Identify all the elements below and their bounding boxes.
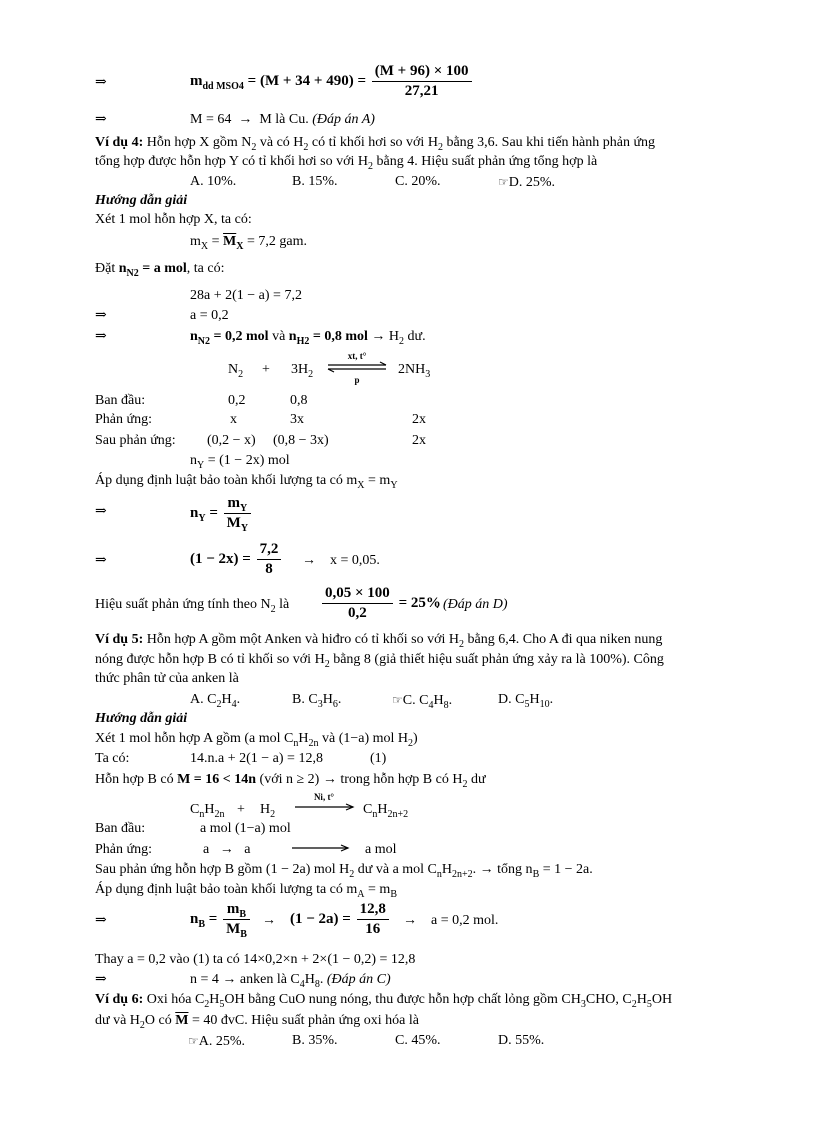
example-4-option-c: C. 20%. (395, 174, 441, 189)
guide-heading-5: Hướng dẫn giải (95, 711, 188, 726)
sol5-react-vals: a → a (203, 842, 251, 857)
sol4-eq1: 28a + 2(1 − a) = 7,2 (190, 288, 302, 303)
rx5-plus: + (237, 802, 245, 817)
implies-symbol: ⇒ (95, 112, 107, 127)
example-6-line1: Ví dụ 6: Oxi hóa $C_2H_5OH$ bằng CuO nung nóng, thu được hỗn hợp chất lỏng gồm $CH_3CHO$, $C_2H_5OH$ (95, 992, 673, 1010)
example-5-option-b: B. $C_3H_6$. (292, 692, 342, 710)
sol4-line1: Xét 1 mol hỗn hợp X, ta có: (95, 212, 252, 227)
sol5-a-result: → a = 0,2 mol. (403, 913, 499, 928)
after-n2: (0,2 − x) (207, 433, 256, 448)
example-5-line1: Ví dụ 5: Hỗn hợp A gồm một Anken và hiđro có tỉ khối so với $H_2$ bằng 6,4. Cho A đi qua niken nung (95, 632, 663, 650)
sol5-start-vals: a mol (1−a) mol (200, 821, 291, 836)
rx4-h2: $3H_2$ (291, 362, 314, 380)
pointing-hand-icon: ☞ (188, 1034, 199, 1048)
example-6-line2: dư và $H_2O$ có $\overline{M} = 40$ đvC. Hiệu suất phản ứng oxi hóa là (95, 1013, 419, 1031)
implies-symbol: ⇒ (95, 553, 107, 568)
after-h2: (0,8 − 3x) (273, 433, 329, 448)
after-nh3: 2x (412, 433, 426, 448)
react-nh3: 2x (412, 412, 426, 427)
sol4-x-result: → x = 0,05. (302, 553, 380, 568)
rx4-equilibrium-arrow: xt, t° p (326, 352, 388, 382)
sol4-a-value: a = 0,2 (190, 308, 229, 323)
example-4-option-d: ☞D. 25%. (498, 175, 556, 190)
example-4-line1: Ví dụ 4: Hỗn hợp X gồm $N_2$ và có $H_2$ có tỉ khối hơi so với $H_2$ bằng 3,6. Sau khi tiến hành phản ứng (95, 135, 656, 153)
sol5-formula-a: (1 − 2a) = $\frac{12,8}{16}$ (290, 900, 391, 939)
sol4-efficiency-formula: $\frac{0,05 \times 100}{0,2}$ = 25% (320, 584, 441, 623)
implies-symbol: ⇒ (95, 972, 107, 987)
rx5-alkane: $C_nH_{2n+2}$ (363, 802, 409, 820)
guide-heading-4: Hướng dẫn giải (95, 193, 188, 208)
example-4-option-b: B. 15%. (292, 174, 338, 189)
sol5-eq1: 14.n.a + 2(1 − a) = 12,8 (190, 751, 323, 766)
result-cu: M = 64 → M là Cu. (Đáp án A) (190, 112, 375, 127)
example-5-option-a: A. $C_2H_4$. (190, 692, 241, 710)
pointing-hand-icon: ☞ (498, 175, 509, 189)
sol5-arrow1: → (262, 913, 276, 928)
pointing-hand-icon: ☞ (392, 693, 403, 707)
sol5-conservation: Áp dụng định luật bảo toàn khối lượng ta có $m_A = m_B$ (95, 882, 397, 900)
example-5-option-d: D. $C_5H_{10}$. (498, 692, 554, 710)
sol5-react-arrow (290, 834, 350, 860)
sol4-set-n: Đặt $n_{N2} = a$ mol, ta có: (95, 261, 225, 279)
rx4-n2: $N_2$ (228, 362, 244, 380)
example-5-line2: nóng được hỗn hợp B có tỉ khối so với $H_2$ bằng 8 (giả thiết hiệu suất phản ứng xảy ra là 100%). Công (95, 652, 664, 670)
sol4-formula-x: (1 − 2x) = $\frac{7,2}{8}$ (190, 540, 283, 579)
sol4-moles: $n_{N2} = 0,2$ mol và $n_{H2} = 0,8$ mol → $H_2$ dư. (190, 329, 426, 347)
sol5-line3: Hỗn hợp B có M = 16 < 14n (với n ≥ 2) → trong hỗn hợp B có $H_2$ dư (95, 772, 486, 790)
sol4-mass-x: $m_X = \overline{M}_X = 7,2$ gam. (190, 234, 307, 252)
sol5-row-start: Ban đầu: (95, 821, 146, 836)
rx5-arrow: Ni, t° (293, 793, 355, 817)
row-react-label: Phản ứng: (95, 412, 152, 427)
sol4-efficiency-text: Hiệu suất phản ứng tính theo $N_2$ là (95, 597, 290, 615)
sol5-result: n = 4 → anken là $C_4H_8$. (Đáp án C) (190, 972, 391, 990)
implies-symbol: ⇒ (95, 913, 107, 928)
sol5-row-react: Phản ứng: (95, 842, 152, 857)
rx4-plus: + (262, 362, 270, 377)
row-after-label: Sau phản ứng: (95, 433, 176, 448)
example-5-option-c: ☞C. $C_4H_8$. (392, 693, 453, 711)
sol5-substitute: Thay a = 0,2 vào (1) ta có 14×0,2×n + 2×(1 − 0,2) = 12,8 (95, 952, 416, 967)
sol5-react-product: a mol (365, 842, 397, 857)
sol4-formula-ny: $n_Y$ = $\frac{m_Y}{M_Y}$ (190, 494, 253, 533)
sol5-formula-nb: $n_B$ = $\frac{m_B}{M_B}$ (190, 900, 252, 939)
row-start-label: Ban đầu: (95, 393, 146, 408)
example-6-option-c: C. 45%. (395, 1033, 441, 1048)
example-6-option-b: B. 35%. (292, 1033, 338, 1048)
rx5-alkene: $C_nH_{2n}$ (190, 802, 225, 820)
formula-msolution: $m_{dd MSO4} = (M + 34 + 490)$ = $\frac{(M + 96) \times 100}{27,21}$ (190, 62, 474, 101)
right-arrow-icon (290, 834, 350, 854)
example-4-line2: tổng hợp được hỗn hợp Y có tỉ khối hơi so với $H_2$ bằng 4. Hiệu suất phản ứng tổng hợp là (95, 154, 598, 172)
sol5-eq1-number: (1) (370, 751, 387, 766)
sol5-line1: Xét 1 mol hỗn hợp A gồm (a mol $C_nH_{2n}$ và (1−a) mol $H_2$) (95, 731, 418, 749)
example-5-line3: thức phân tử của anken là (95, 671, 239, 686)
react-h2: 3x (290, 412, 304, 427)
implies-symbol: ⇒ (95, 329, 107, 344)
ny-total: $n_Y = (1 - 2x)$ mol (190, 453, 290, 471)
example-6-option-a: ☞A. 25%. (188, 1034, 246, 1049)
rx4-nh3: $2NH_3$ (398, 362, 431, 380)
sol5-label-ta-co: Ta có: (95, 751, 130, 766)
sol4-conservation: Áp dụng định luật bảo toàn khối lượng ta có $m_X = m_Y$ (95, 473, 398, 491)
sol5-after: Sau phản ứng hỗn hợp B gồm (1 − 2a) mol $H_2$ dư và a mol $C_nH_{2n+2}$. → tổng $n_B = 1 - 2a$. (95, 862, 593, 880)
implies-symbol: ⇒ (95, 308, 107, 323)
example-4-option-a: A. 10%. (190, 174, 237, 189)
right-arrow-icon (293, 793, 355, 817)
start-n2: 0,2 (228, 393, 246, 408)
sol4-answer: . (Đáp án D) (436, 597, 508, 612)
start-h2: 0,8 (290, 393, 308, 408)
implies-symbol: ⇒ (95, 75, 107, 90)
rx5-h2: $H_2$ (260, 802, 276, 820)
example-6-option-d: D. 55%. (498, 1033, 545, 1048)
react-n2: x (230, 412, 237, 427)
implies-symbol: ⇒ (95, 504, 107, 519)
